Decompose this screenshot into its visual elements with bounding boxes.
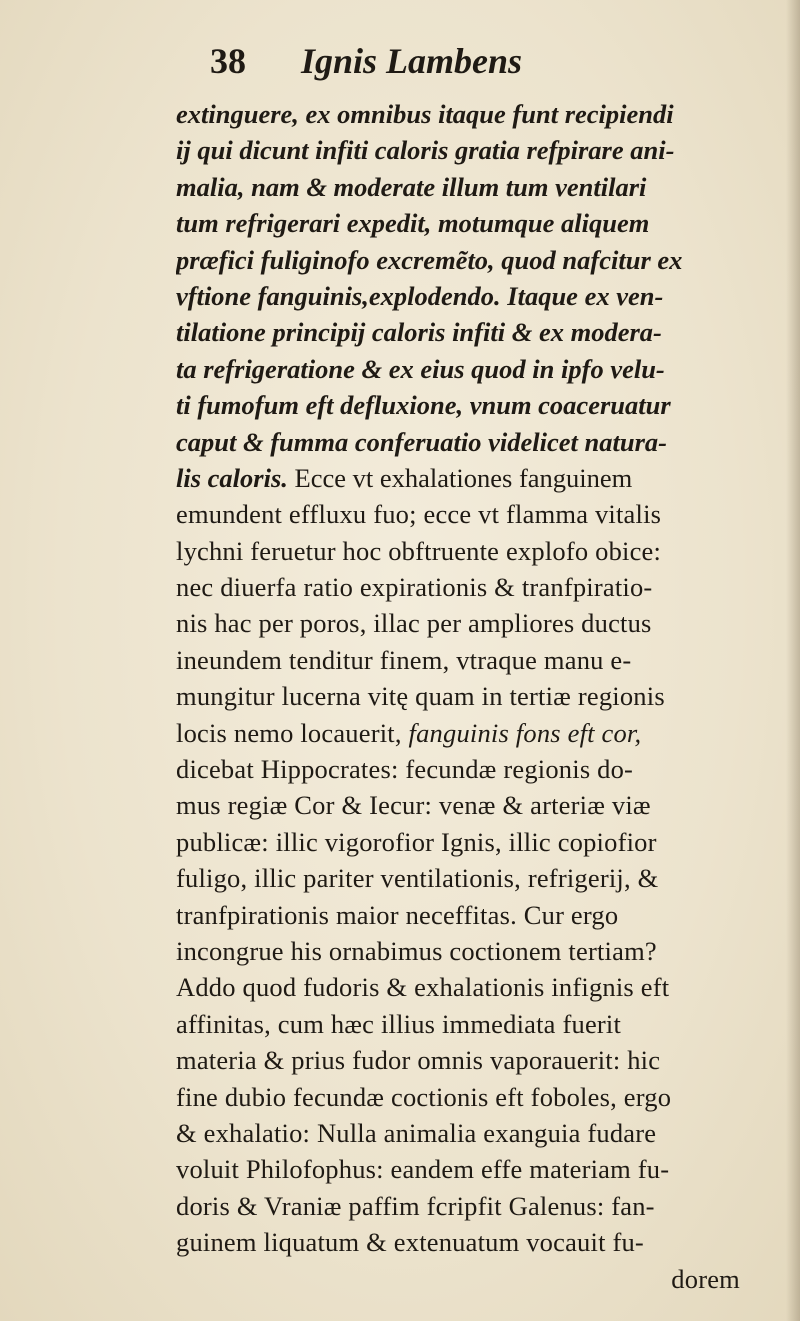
- text-line-main: voluit Philofophus: eandem effe materiam fu-: [176, 1154, 670, 1185]
- text-line-main: ineundem tenditur finem, vtraque manu e-: [176, 644, 632, 675]
- text-line: [176, 1079, 780, 1115]
- text-line: [176, 278, 780, 314]
- text-line: [176, 205, 780, 241]
- text-line: [176, 460, 780, 496]
- text-line-main: tum refrigerari expedit, motumque aliquem: [176, 208, 650, 239]
- text-line: [176, 351, 780, 387]
- text-line: [176, 642, 780, 678]
- page-header: [210, 40, 522, 82]
- text-line-italic-tail: fanguinis fons eft cor,: [401, 717, 642, 748]
- text-line: [176, 424, 780, 460]
- text-line: [176, 314, 780, 350]
- text-line-main: mus regiæ Cor & Iecur: venæ & arteriæ viæ: [176, 790, 651, 821]
- text-line-main: publicæ: illic vigorofior Ignis, illic copiofior: [176, 826, 657, 857]
- text-line-main: ta refrigeratione & ex eius quod in ipfo velu-: [176, 353, 665, 384]
- text-line: [176, 1151, 780, 1187]
- text-line-main: guinem liquatum & extenuatum vocauit fu-: [176, 1227, 644, 1258]
- text-line-main: Addo quod fudoris & exhalationis infignis eft: [176, 972, 670, 1003]
- text-line-main: locis nemo locauerit,: [176, 717, 402, 748]
- text-line-main: emundent effluxu fuo; ecce vt flamma vitalis: [176, 499, 662, 530]
- text-line-main: extinguere, ex omnibus itaque funt recipiendi: [176, 99, 674, 129]
- text-line: [176, 715, 780, 751]
- text-line: [176, 969, 780, 1005]
- text-line: [176, 169, 780, 205]
- text-line-main: nis hac per poros, illac per ampliores ductus: [176, 608, 652, 639]
- text-line: [176, 496, 780, 532]
- text-line-main: tilatione principij caloris infiti & ex modera-: [176, 317, 662, 348]
- text-line-main: dicebat Hippocrates: fecundæ regionis do-: [176, 754, 634, 785]
- body-text: [176, 96, 780, 1297]
- text-line-main: malia, nam & moderate illum tum ventilari: [176, 171, 647, 202]
- text-line: [176, 1224, 780, 1260]
- running-title: Ignis Lambens: [301, 41, 523, 81]
- text-line-main: nec diuerfa ratio expirationis & tranfpiratio-: [176, 572, 653, 603]
- text-line: [176, 678, 780, 714]
- text-line: [176, 242, 780, 278]
- text-line-main: ij qui dicunt infiti caloris gratia refpirare ani-: [176, 135, 675, 166]
- text-line: [176, 96, 780, 132]
- text-line-main: doris & Vraniæ paffim fcripfit Galenus: fan-: [176, 1190, 655, 1221]
- text-line: [176, 132, 780, 168]
- text-line-main: tranfpirationis maior neceffitas. Cur ergo: [176, 899, 619, 930]
- text-line-main: mungitur lucerna vitę quam in tertiæ regionis: [176, 681, 665, 712]
- text-line-main: materia & prius fudor omnis vaporauerit: hic: [176, 1045, 661, 1076]
- text-line: [176, 569, 780, 605]
- text-line: [176, 933, 780, 969]
- text-line-main: ti fumofum eft defluxione, vnum coaceruatur: [176, 390, 671, 421]
- page-edge-shadow: [786, 0, 800, 1321]
- text-line-main: incongrue his ornabimus coctionem tertiam?: [176, 935, 657, 966]
- text-line: [176, 787, 780, 823]
- page-number: 38: [210, 41, 246, 81]
- text-line-tail: Ecce vt exhalationes fanguinem: [287, 462, 633, 493]
- text-line: [176, 1042, 780, 1078]
- text-line-main: & exhalatio: Nulla animalia exanguia fudare: [176, 1117, 657, 1148]
- text-line-main: fuligo, illic pariter ventilationis, refrigerij, &: [176, 863, 659, 894]
- text-line-main: fine dubio fecundæ coctionis eft foboles, ergo: [176, 1081, 672, 1112]
- text-line-main: affinitas, cum hæc illius immediata fuerit: [176, 1008, 622, 1039]
- text-line: [176, 1006, 780, 1042]
- text-line: [176, 533, 780, 569]
- text-line-main: lis caloris.: [176, 462, 288, 493]
- text-line: [176, 824, 780, 860]
- text-line: [176, 387, 780, 423]
- catchword: dorem: [671, 1263, 740, 1294]
- text-line: [176, 860, 780, 896]
- text-line-main: vftione fanguinis,explodendo. Itaque ex ven-: [176, 280, 664, 311]
- text-line: [176, 751, 780, 787]
- text-line-main: lychni feruetur hoc obftruente explofo obice:: [176, 535, 662, 566]
- text-line: [176, 605, 780, 641]
- text-line: [176, 1115, 780, 1151]
- text-line: [176, 897, 780, 933]
- text-line-main: caput & fumma conferuatio videlicet natura-: [176, 426, 667, 457]
- text-line: [176, 1188, 780, 1224]
- text-line-main: præfici fuliginofo excremẽto, quod nafcitur ex: [176, 244, 683, 275]
